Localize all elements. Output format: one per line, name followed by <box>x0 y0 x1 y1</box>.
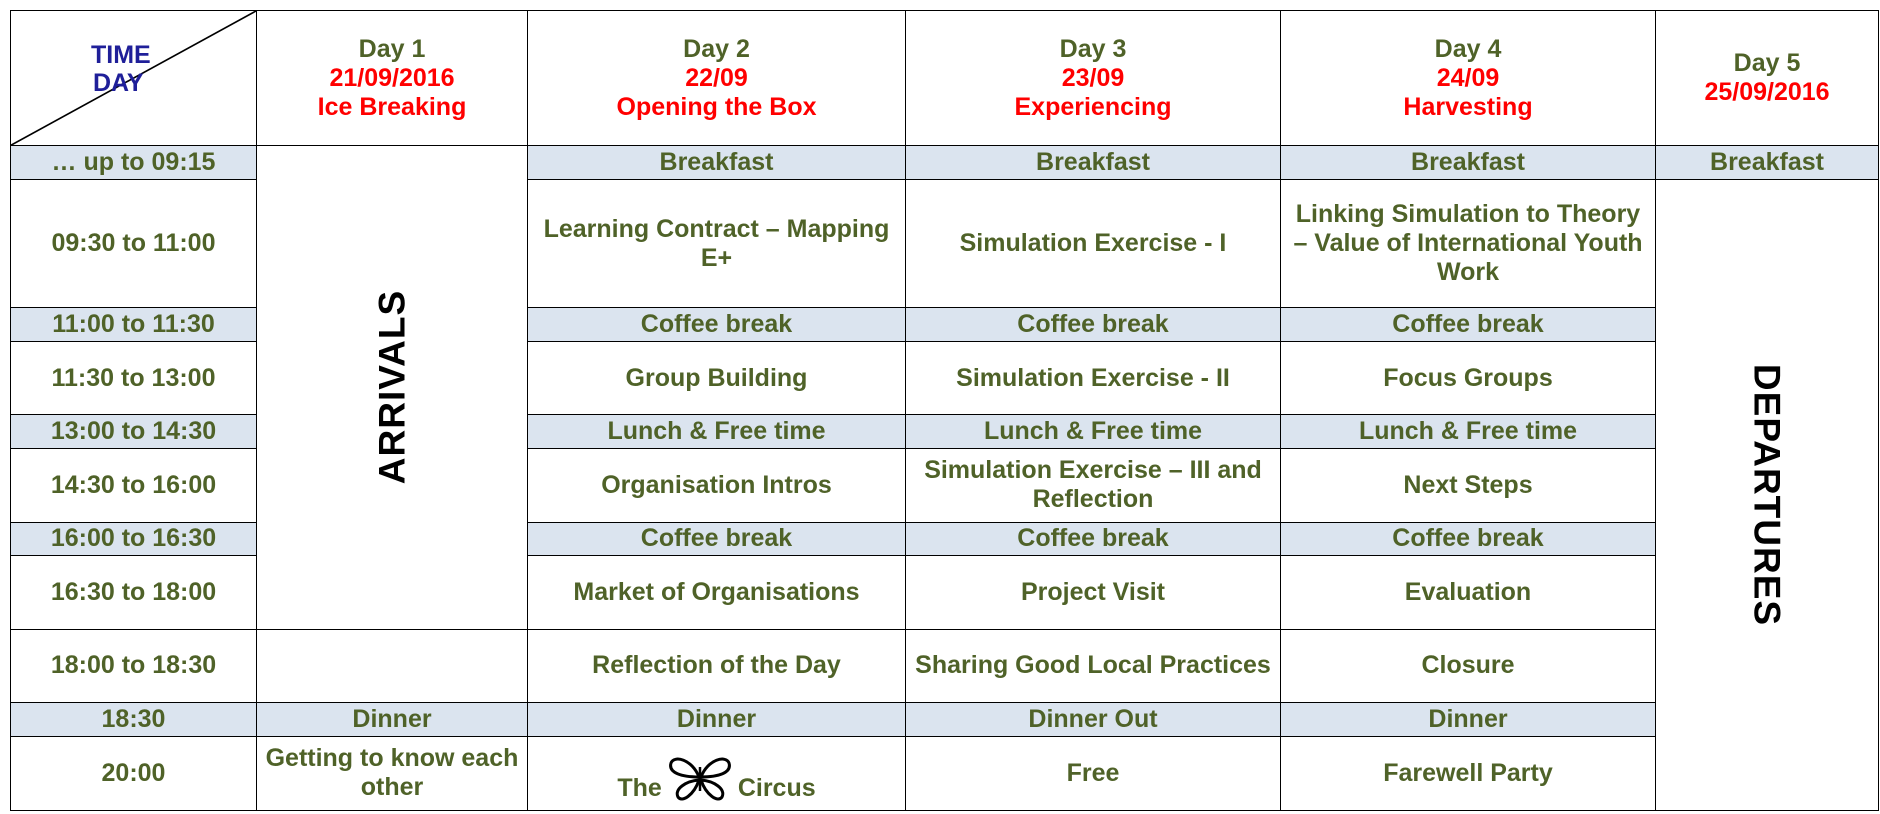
day-2-title: Day 2 <box>683 34 750 63</box>
day-1-theme: Ice Breaking <box>317 92 467 121</box>
day-3-activity: Sharing Good Local Practices <box>906 629 1281 702</box>
time-cell: 18:30 <box>11 702 257 736</box>
day-4-activity: Linking Simulation to Theory – Value of International Youth Work <box>1281 180 1656 308</box>
day-4-activity: Next Steps <box>1281 449 1656 522</box>
day-2-header <box>528 11 906 146</box>
schedule-row <box>11 702 1879 736</box>
time-cell: 16:30 to 18:00 <box>11 556 257 629</box>
day-1-header <box>257 11 528 146</box>
day-2-activity: Coffee break <box>528 522 906 556</box>
day-4-activity: Closure <box>1281 629 1656 702</box>
day-3-activity: Simulation Exercise - I <box>906 180 1281 308</box>
day-4-activity: Evaluation <box>1281 556 1656 629</box>
day-2-activity <box>528 736 906 810</box>
day-1-title: Day 1 <box>358 34 426 63</box>
day-5-title: Day 5 <box>1733 49 1801 78</box>
day-4-activity: Lunch & Free time <box>1281 415 1656 449</box>
arrivals-cell <box>257 146 528 629</box>
time-cell: 13:00 to 14:30 <box>11 415 257 449</box>
time-cell: 18:00 to 18:30 <box>11 629 257 702</box>
day-3-header <box>906 11 1281 146</box>
day-2-activity: Learning Contract – Mapping E+ <box>528 180 906 308</box>
day-4-activity: Dinner <box>1281 702 1656 736</box>
time-label: TIME <box>91 41 151 69</box>
time-cell: … up to 09:15 <box>11 146 257 180</box>
day-2-activity: Breakfast <box>528 146 906 180</box>
day-3-activity: Free <box>906 736 1281 810</box>
day-2-activity: Coffee break <box>528 308 906 342</box>
day-3-activity: Lunch & Free time <box>906 415 1281 449</box>
day-4-header <box>1281 11 1656 146</box>
day-5-activity: Breakfast <box>1656 146 1879 180</box>
day-4-theme: Harvesting <box>1403 92 1533 121</box>
day-5-header <box>1656 11 1879 146</box>
circus-label <box>617 743 815 803</box>
day-3-activity: Dinner Out <box>906 702 1281 736</box>
circus-prefix: The <box>617 774 662 803</box>
day-1-activity <box>257 629 528 702</box>
day-2-activity: Dinner <box>528 702 906 736</box>
time-cell: 14:30 to 16:00 <box>11 449 257 522</box>
day-4-activity: Breakfast <box>1281 146 1656 180</box>
day-1-activity: Getting to know each other <box>257 736 528 810</box>
day-3-activity: Simulation Exercise - II <box>906 342 1281 415</box>
day-3-activity: Breakfast <box>906 146 1281 180</box>
arrivals-label: ARRIVALS <box>371 290 413 485</box>
day-2-activity: Group Building <box>528 342 906 415</box>
time-cell: 16:00 to 16:30 <box>11 522 257 556</box>
circus-suffix: Circus <box>737 774 816 803</box>
header-row <box>11 11 1879 146</box>
day-4-date: 24/09 <box>1436 63 1500 92</box>
time-cell: 20:00 <box>11 736 257 810</box>
day-3-activity: Coffee break <box>906 308 1281 342</box>
day-4-title: Day 4 <box>1434 34 1502 63</box>
day-4-activity: Farewell Party <box>1281 736 1656 810</box>
time-cell: 11:30 to 13:00 <box>11 342 257 415</box>
day-4-activity: Coffee break <box>1281 308 1656 342</box>
departures-cell <box>1656 180 1879 811</box>
day-3-activity: Coffee break <box>906 522 1281 556</box>
day-4-activity: Coffee break <box>1281 522 1656 556</box>
day-label: DAY <box>93 69 144 97</box>
day-2-activity: Market of Organisations <box>528 556 906 629</box>
day-2-theme: Opening the Box <box>616 92 817 121</box>
day-2-activity: Organisation Intros <box>528 449 906 522</box>
day-4-activity: Focus Groups <box>1281 342 1656 415</box>
day-1-activity: Dinner <box>257 702 528 736</box>
schedule-row <box>11 736 1879 810</box>
day-2-activity: Reflection of the Day <box>528 629 906 702</box>
day-3-theme: Experiencing <box>1014 92 1172 121</box>
day-3-title: Day 3 <box>1059 34 1127 63</box>
day-2-activity: Lunch & Free time <box>528 415 906 449</box>
day-2-date: 22/09 <box>685 63 748 92</box>
time-cell: 11:00 to 11:30 <box>11 308 257 342</box>
day-3-activity: Project Visit <box>906 556 1281 629</box>
day-3-date: 23/09 <box>1061 63 1125 92</box>
day-1-date: 21/09/2016 <box>329 63 455 92</box>
schedule-row <box>11 629 1879 702</box>
schedule-table <box>10 10 1879 811</box>
butterfly-icon <box>668 753 732 803</box>
day-3-activity: Simulation Exercise – III and Reflection <box>906 449 1281 522</box>
schedule-row <box>11 146 1879 180</box>
day-5-date: 25/09/2016 <box>1704 78 1830 107</box>
departures-label: DEPARTURES <box>1746 363 1788 627</box>
time-cell: 09:30 to 11:00 <box>11 180 257 308</box>
time-day-corner <box>11 11 257 146</box>
